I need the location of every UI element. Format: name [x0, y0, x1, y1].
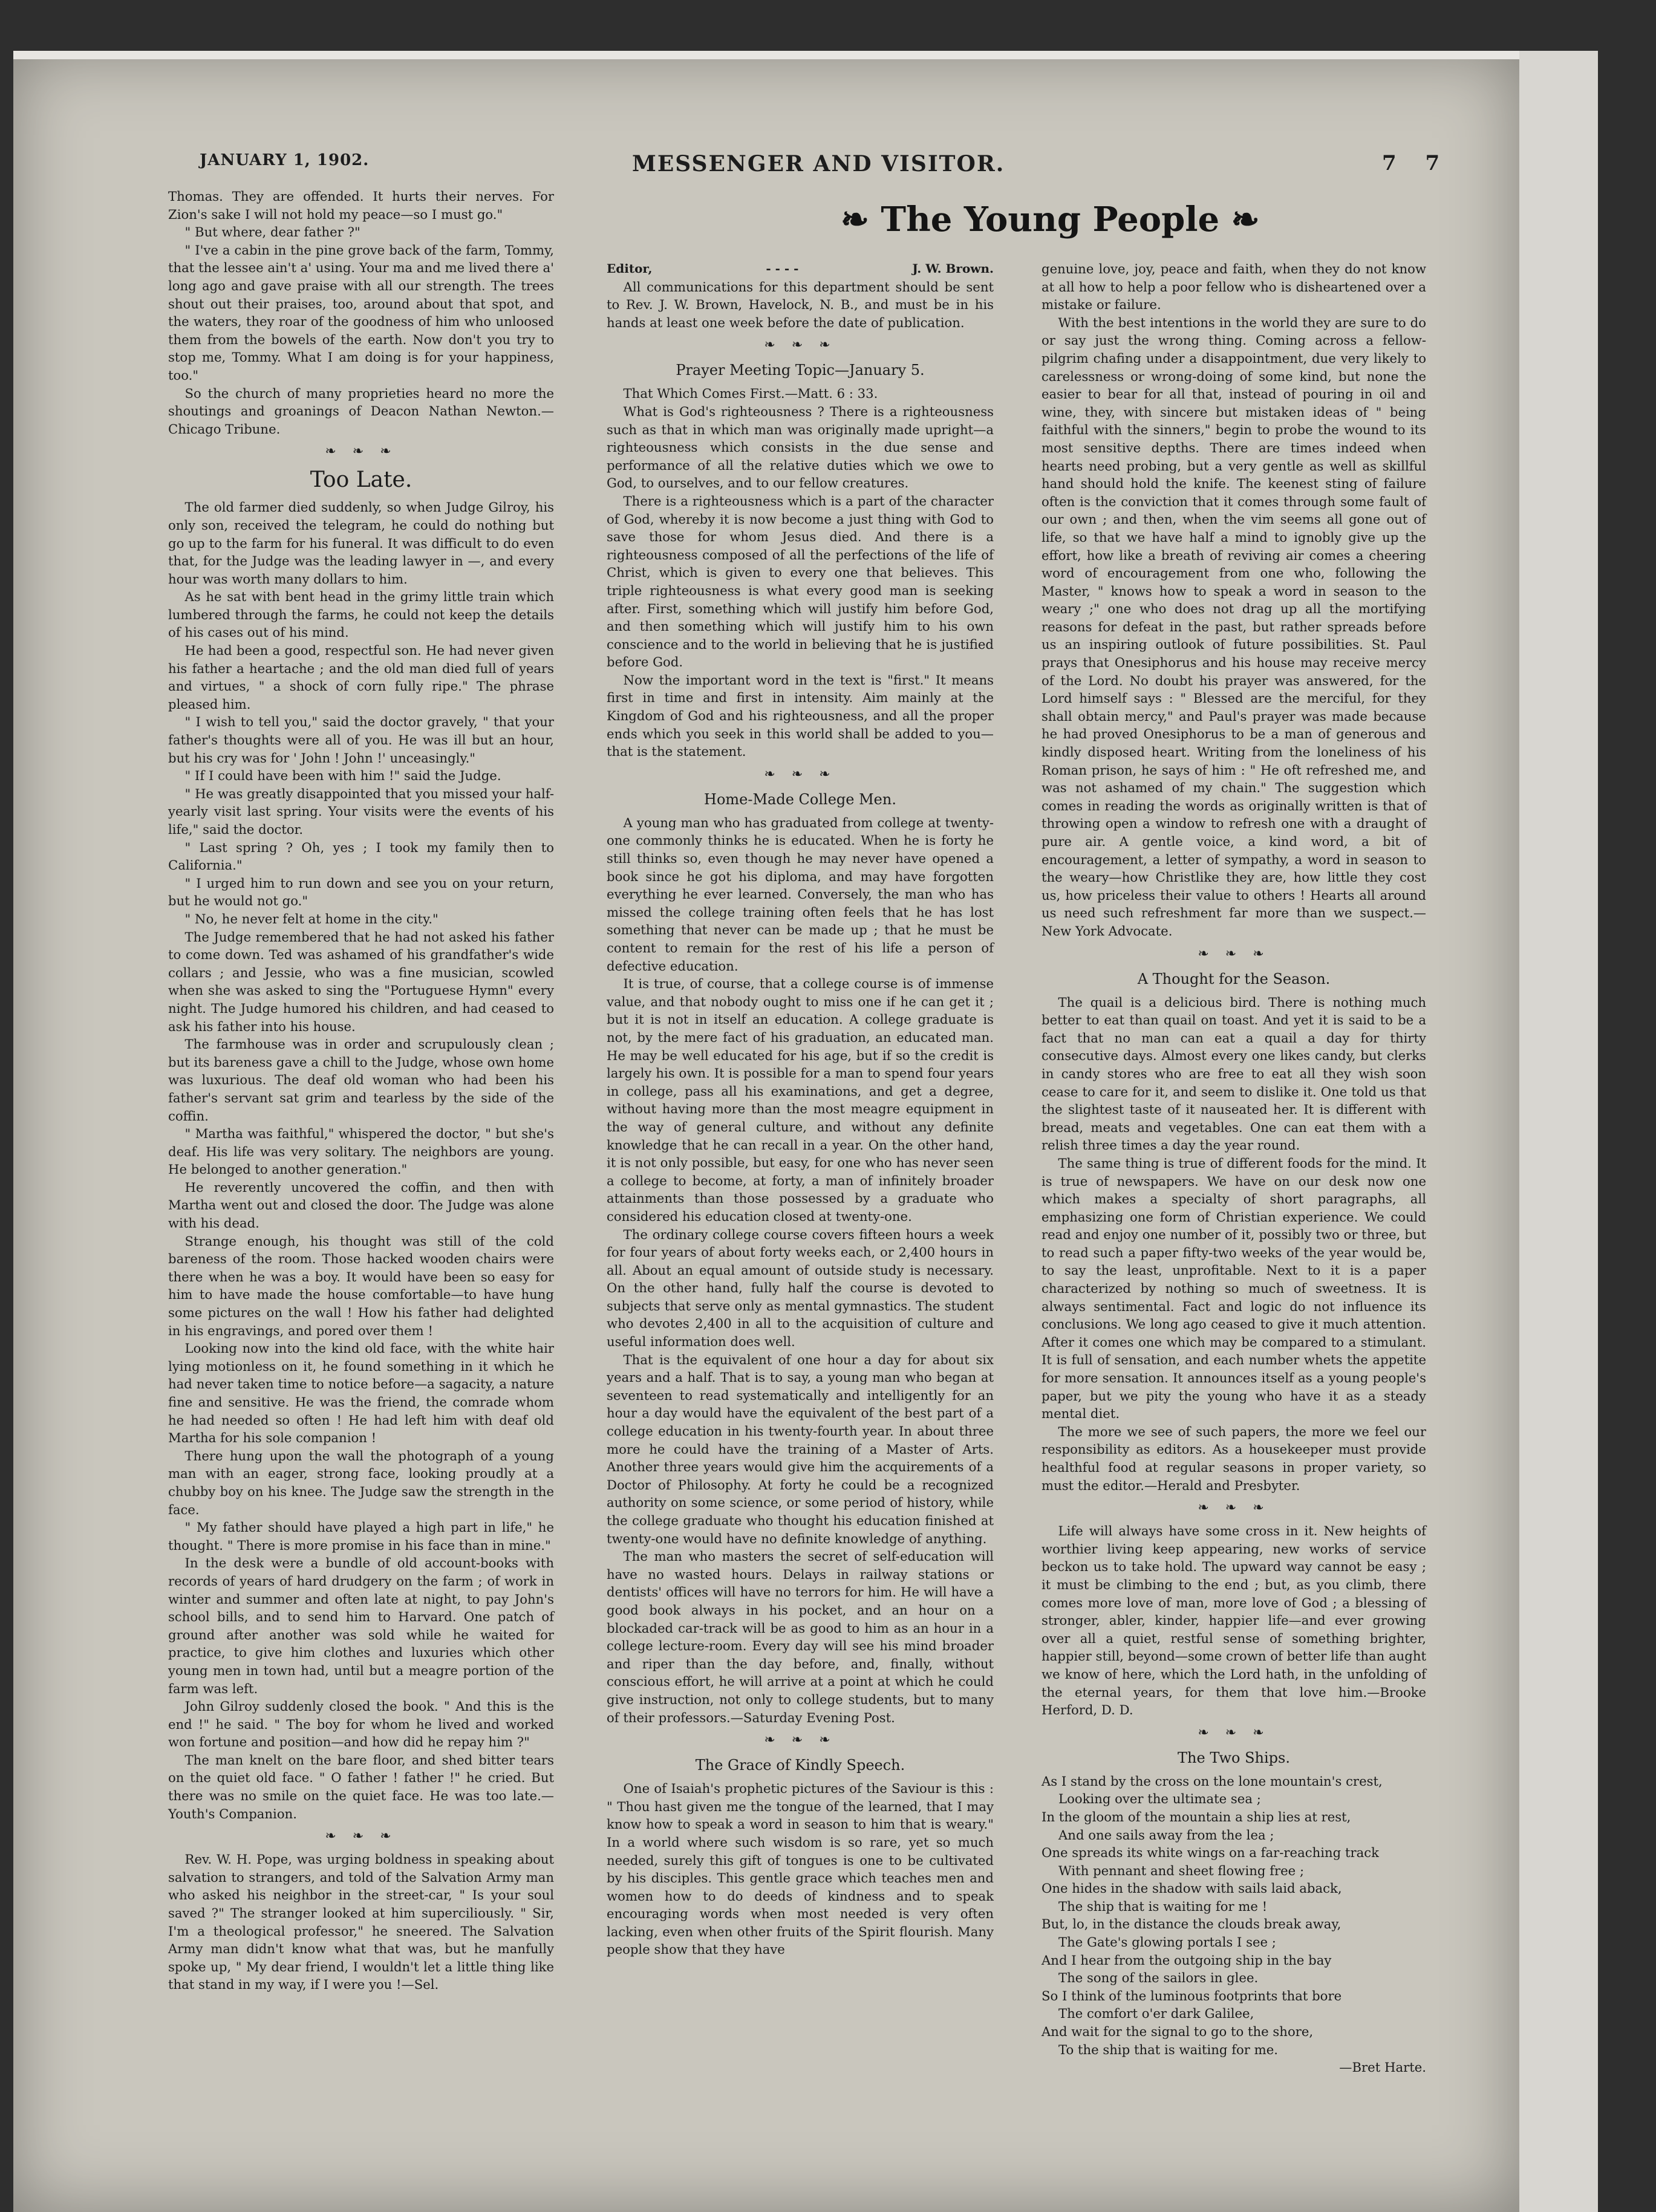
- paragraph: " I've a cabin in the pine grove back of the farm, Tommy, that the lessee ain't a' using. Your ma and me lived there a' long ago and gave praise with all our strength. The trees shout out their praises, too, around about that spot, and the waters, they roar of the goodness of him who unloosed them from the bowels of the earth. Now don't you try to stop me, Tommy. What I am doing is for your happiness, too.": [168, 242, 554, 383]
- paragraph: " If I could have been with him !" said the Judge.: [184, 768, 501, 784]
- paragraph: The Judge remembered that he had not asked his father to come down. Ted was ashamed of his grandfather's wide collars ; and Jessie, who was a fine musician, scowled when she was asked to sing the "Portuguese Hymn" every night. The Judge humored his children, and had ceased to ask his father into his house.: [168, 929, 554, 1034]
- column-right: [1042, 260, 1426, 2077]
- editor-label: Editor,: [607, 261, 653, 276]
- article-heading-too-late: Too Late.: [310, 467, 412, 493]
- paragraph: One of Isaiah's prophetic pictures of the Saviour is this : " Thou hast given me the tongue of the learned, that I may know how to speak a word in season to him that is weary." In a world where such wisdom is so rare, yet so much needed, surely this gift of tongues is one to be cultivated by his disciples. This gentle grace which teaches men and women how to do deeds of kindness and to speak encouraging words when most needed is very often lacking, even when other fruits of the Spirit flourish. Many people show that they have: [607, 1781, 994, 1957]
- paragraph: A young man who has graduated from college at twenty-one commonly thinks he is educated. When he is forty he still thinks so, even though he may never have opened a book since he got his diploma, and may have forgotten everything he ever learned. Conversely, the man who has missed the college training often feels that he has lost something that never can be made up ; that he must be content to remain for the rest of his life a person of defective education.: [607, 815, 994, 974]
- paragraph: What is God's righteousness ? There is a righteousness such as that in which man was originally made upright—a righteousness which consists in the due sense and performance of all the relative duties which we owe to God, to ourselves, and to our fellow creatures.: [607, 403, 994, 491]
- paragraph: The old farmer died suddenly, so when Judge Gilroy, his only son, received the telegram, he could do nothing but go up to the farm for his funeral. It was difficult to do even that, for the Judge was the leading lawyer in —, and every hour was worth many dollars to him.: [168, 499, 554, 587]
- ornament-divider: ❧ ❧ ❧: [325, 1829, 397, 1844]
- paragraph: He had been a good, respectful son. He had never given his father a heartache ; and the old man died full of years and virtues, " a shock of corn fully ripe." The phrase pleased him.: [168, 643, 554, 712]
- page-edge-top: [13, 51, 1598, 59]
- paragraph: Now the important word in the text is "first." It means first in time and first in intensity. Aim mainly at the Kingdom of God and his righteousness, and all the proper ends which you seek in this world shall be added to you—that is the statement.: [607, 672, 994, 760]
- ornament-divider: ❧ ❧ ❧: [764, 766, 836, 782]
- ornament-divider: ❧ ❧ ❧: [764, 337, 836, 353]
- paragraph: The farmhouse was in order and scrupulously clean ; but its bareness gave a chill to the Judge, whose own home was luxurious. The deaf old woman who had been his father's servant sat grim and tearless by the side of the coffin.: [168, 1036, 554, 1124]
- poem-line: One hides in the shadow with sails laid aback,: [1042, 1881, 1342, 1896]
- poem-line: And one sails away from the lea ;: [1058, 1827, 1274, 1843]
- paragraph: Looking now into the kind old face, with the white hair lying motionless on it, he found something in it which he had never taken time to notice before—a sagacity, a nature fine and sensitive. He was the friend, the comrade whom he had needed so often ! He had left him with deaf old Martha for his sole companion !: [168, 1341, 554, 1446]
- department-title-text: The Young People: [881, 200, 1220, 239]
- paragraph: As he sat with bent head in the grimy little train which lumbered through the farms, he could not keep the details of his cases out of his mind.: [168, 589, 554, 640]
- editor-name: J. W. Brown.: [912, 261, 994, 276]
- poem-signature: —Bret Harte.: [1339, 2060, 1426, 2075]
- paragraph: " He was greatly disappointed that you missed your half-yearly visit last spring. Your visits were the events of his life," said the doctor.: [168, 786, 554, 837]
- ornament-divider: ❧ ❧ ❧: [764, 1732, 836, 1748]
- paragraph: He reverently uncovered the coffin, and then with Martha went out and closed the door. The Judge was alone with his dead.: [168, 1179, 554, 1231]
- paragraph: The quail is a delicious bird. There is nothing much better to eat than quail on toast. And yet it is said to be a fact that no man can eat a quail a day for thirty consecutive days. Almost every one likes candy, but clerks in candy stores who are free to eat all they wish soon cease to care for it, and seem to dislike it. One told us that the slightest taste of it nauseated her. It is different with bread, meats and vegetables. One can eat them with a relish three times a day the year round.: [1042, 994, 1426, 1153]
- ornament-divider: ❧ ❧ ❧: [1198, 1500, 1270, 1516]
- paragraph: Life will always have some cross in it. New heights of worthier living keep appearing, new works of service beckon us to take hold. The upward way cannot be easy ; it must be climbing to the end ; but, as you climb, there comes more love of man, more love of God ; a blessing of stronger, abler, kinder, happier life—and ever growing over all a quiet, restful sense of something brighter, happier still, beyond—some crown of better life than aught we know of here, which the Lord hath, in the unfolding of the eternal years, for them that love him.—Brooke Herford, D. D.: [1042, 1523, 1426, 1718]
- paragraph: The same thing is true of different foods for the mind. It is true of newspapers. We have on our desk now one which makes a specialty of short paragraphs, all emphasizing one form of Christian experience. We could read and enjoy one number of it, possibly two or three, but to read such a paper fifty-two weeks of the year would be, to say the least, unprofitable. Next to it is a paper characterized by nothing so much of sweetness. It is always sentimental. Fact and logic do not influence its conclusions. We long ago ceased to give it much attention. After it comes one which may be compared to a stimulant. It is full of sensation, and each number whets the appetite for more sensation. It announces itself as a young people's paper, but we pity the young who have it as a steady mental diet.: [1042, 1155, 1426, 1422]
- editor-dashes: - - - -: [766, 261, 799, 276]
- topic-heading: Prayer Meeting Topic—January 5.: [676, 362, 925, 379]
- poem-line: Looking over the ultimate sea ;: [1058, 1791, 1261, 1807]
- paragraph: " Martha was faithful," whispered the doctor, " but she's deaf. His life was very solitary. The neighbors are young. He belonged to another generation.": [168, 1126, 554, 1177]
- column-middle: [607, 260, 994, 1959]
- paragraph: Rev. W. H. Pope, was urging boldness in speaking about salvation to strangers, and told of the Salvation Army man who asked his neighbor in the street-car, " Is your soul saved ?" The stranger looked at him superciliously. " Sir, I'm a theological professor," he sneered. The Salvation Army man didn't know what that was, but he manfully spoke up, " My dear friend, I wouldn't let a little thing like that stand in my way, if I were you !—Sel.: [168, 1852, 554, 1992]
- poem-line: One spreads its white wings on a far-reaching track: [1042, 1845, 1379, 1861]
- ornament-divider: ❧ ❧ ❧: [325, 444, 397, 460]
- column-left: [168, 187, 554, 1994]
- poem: [1042, 1772, 1426, 2059]
- fleuron-icon: ❧: [841, 200, 881, 239]
- paragraph: The more we see of such papers, the more we feel our responsibility as editors. As a housekeeper must provide healthful food at regular seasons in proper variety, so must the editor.—Herald and Presbyter.: [1042, 1423, 1426, 1493]
- page-edge-right: [1519, 51, 1598, 2212]
- topic-scripture: That Which Comes First.—Matt. 6 : 33.: [623, 386, 878, 402]
- paragraph: genuine love, joy, peace and faith, when they do not know at all how to help a poor fellow who is disheartened over a mistake or failure.: [1042, 261, 1426, 313]
- paragraph: Strange enough, his thought was still of the cold bareness of the room. Those hacked wooden chairs were there when he was a boy. It would have been so easy for him to have made the house comfortable—to have hung some pictures on the wall ! How his father had delighted in his engravings, and pored over them !: [168, 1233, 554, 1338]
- paragraph: It is true, of course, that a college course is of immense value, and that nobody ought to miss one if he can get it ; but it is not in itself an education. A college graduate is not, by the mere fact of his graduation, an educated man. He may be well educated for his age, but if so the credit is largely his own. It is possible for a man to spend four years in college, pass all his examinations, and get a degree, without having more than the most meagre equipment in the way of general culture, and without any definite knowledge that he can recall in a year. On the other hand, it is not only possible, but easy, for one who has never seen a college to become, at forty, a man of infinitely broader attainments than those possessed by a graduate who considered his education closed at twenty-one.: [607, 976, 994, 1224]
- fleuron-icon: ❧: [1219, 200, 1260, 239]
- paragraph: " I urged him to run down and see you on your return, but he would not go.": [168, 875, 554, 909]
- ornament-divider: ❧ ❧ ❧: [1198, 1725, 1270, 1740]
- paragraph: " I wish to tell you," said the doctor gravely, " that your father's thoughts were all of you. He was ill but an hour, but his cry was for ' John ! John !' unceasingly.": [168, 714, 554, 766]
- paragraph: " My father should have played a high part in life," he thought. " There is more promise in his face than in mine.": [168, 1520, 554, 1553]
- paragraph: Thomas. They are offended. It hurts their nerves. For Zion's sake I will not hold my peace—so I must go.": [168, 189, 554, 222]
- poem-line: As I stand by the cross on the lone mountain's crest,: [1042, 1773, 1383, 1789]
- poem-line: The Gate's glowing portals I see ;: [1058, 1934, 1276, 1950]
- paragraph: " Last spring ? Oh, yes ; I took my family then to California.": [168, 839, 554, 873]
- paragraph: All communications for this department should be sent to Rev. J. W. Brown, Havelock, N. B., and must be in his hands at least one week before the date of publication.: [607, 279, 994, 330]
- paragraph: The man who masters the secret of self-education will have no wasted hours. Delays in railway stations or dentists' offices will have no terrors for him. He will have a good book always in his pocket, and an hour on a blockaded car-track will be as good to him as an hour in a college lecture-room. Every day will see his mind broader and riper than the day before, and, finally, without conscious effort, he will arrive at a point at which he could give instruction, not only to college students, but to many of their professors.—Saturday Evening Post.: [607, 1549, 994, 1725]
- poem-heading-two-ships: The Two Ships.: [1178, 1749, 1290, 1766]
- poem-line: The comfort o'er dark Galilee,: [1058, 2006, 1254, 2022]
- paragraph: So the church of many proprieties heard no more the shoutings and groanings of Deacon Nathan Newton.—Chicago Tribune.: [168, 385, 554, 437]
- article-heading-thought-for-season: A Thought for the Season.: [1137, 970, 1331, 987]
- paragraph: " But where, dear father ?": [184, 224, 360, 240]
- poem-line: But, lo, in the distance the clouds break away,: [1042, 1916, 1341, 1932]
- editor-line: [607, 260, 994, 278]
- paragraph: " No, he never felt at home in the city.": [184, 911, 438, 926]
- paragraph: With the best intentions in the world they are sure to do or say just the wrong thing. Coming across a fellow-pilgrim chafing under a disappointment, due very likely to carelessness or wrong-doing of some kind, but none the easier to bear for all that, instead of pouring in oil and wine, they, with sincere but mistaken ideas of " being faithful with the sinners," begin to probe the wound to its most sensitive depths. There are times indeed when hearts need probing, but a very gentle as well as skillful hand should hold the knife. The keenest sting of failure often is the conviction that it comes through some fault of our own ; and then, when the vim seems all gone out of life, so that we have half a mind to ignobly give up the effort, how like a breath of reviving air comes a cheering word of encouragement from one who, following the Master, " knows how to speak a word in season to the weary ;" one who does not drag up all the mortifying reasons for defeat in the past, but rather spreads before us an inspiring outlook of future possibilities. St. Paul prays that Onesiphorus and his house may receive mercy of the Lord. No doubt his prayer was answered, for the Lord himself says : " Blessed are the merciful, for they shall obtain mercy," and Paul's prayer was made because he had proved Onesiphorus to be a man of generous and kindly disposed heart. Writing from the loneliness of his Roman prison, he says of him : " He oft refreshed me, and was not ashamed of my chain." The suggestion which comes in reading the words as originally written is that of throwing open a window to refresh one with a draught of pure air. A gentle voice, a kind word, a bit of encouragement, a letter of sympathy, a word in season to the weary—how Christlike they are, how little they cost us, how priceless their value to others ! Hearts all around us need such refreshment far more than we suspect.—New York Advocate.: [1042, 314, 1426, 938]
- header-page-number: 7 7: [1382, 151, 1451, 175]
- poem-line: With pennant and sheet flowing free ;: [1058, 1862, 1305, 1878]
- paragraph: The man knelt on the bare floor, and shed bitter tears on the quiet old face. " O father ! father !" he cried. But there was no smile on the quiet face. He was too late.—Youth's Companion.: [168, 1752, 554, 1821]
- poem-line: And I hear from the outgoing ship in the bay: [1042, 1952, 1332, 1968]
- paragraph: John Gilroy suddenly closed the book. " And this is the end !" he said. " The boy for whom he lived and worked won fortune and position—and how did he repay him ?": [168, 1699, 554, 1750]
- header-date: JANUARY 1, 1902.: [200, 151, 370, 169]
- article-heading-grace-of-kindly-speech: The Grace of Kindly Speech.: [695, 1757, 905, 1774]
- paragraph: There hung upon the wall the photograph of a young man with an eager, strong face, looking proudly at a chubby boy on his knee. The Judge saw the strength in the face.: [168, 1448, 554, 1517]
- poem-line: To the ship that is waiting for me.: [1058, 2041, 1279, 2057]
- poem-line: In the gloom of the mountain a ship lies at rest,: [1042, 1809, 1351, 1824]
- paragraph: In the desk were a bundle of old account-books with records of years of hard drudgery on the farm ; of work in winter and summer and often late at night, to pay John's school bills, and to send him to Harvard. One patch of ground after another was sold while he waited for practice, to give him clothes and luxuries which other young men in town had, until but a meagre portion of the farm was left.: [168, 1555, 554, 1696]
- poem-line: The ship that is waiting for me !: [1058, 1898, 1268, 1914]
- header-title: MESSENGER AND VISITOR.: [632, 151, 1005, 177]
- article-heading-home-made-college-men: Home-Made College Men.: [704, 790, 896, 808]
- department-title: [841, 200, 1260, 239]
- ornament-divider: ❧ ❧ ❧: [1198, 946, 1270, 961]
- poem-line: The song of the sailors in glee.: [1058, 1970, 1259, 1986]
- paragraph: That is the equivalent of one hour a day for about six years and a half. That is to say, a young man who began at seventeen to read systematically and intelligently for an hour a day would have the equivalent of the best part of a college education in his twenty-fourth year. In about three more he could have the training of a Master of Arts. Another three years would give him the acquirements of a Doctor of Philosophy. At forty he could be a recognized authority on some science, or some period of history, while the college graduate who thought his education finished at twenty-one would have no definite knowledge of anything.: [607, 1352, 994, 1546]
- paragraph: The ordinary college course covers fifteen hours a week for four years of about forty weeks each, or 2,400 hours in all. About an equal amount of outside study is necessary. On the other hand, fully half the course is devoted to subjects that serve only as mental gymnastics. The student who devotes 2,400 in all to the acquisition of culture and useful information does well.: [607, 1226, 994, 1350]
- poem-line: So I think of the luminous footprints that bore: [1042, 1988, 1342, 2003]
- paragraph: There is a righteousness which is a part of the character of God, whereby it is now become a just thing with God to save those for whom Jesus died. And there is a righteousness composed of all the perfections of the life of Christ, which is given to every one that believes. This triple righteousness is what every good man is seeking after. First, something which will justify him before God, and then something which will justify him to his own conscience and to the world in believing that he is justified before God.: [607, 493, 994, 670]
- poem-line: And wait for the signal to go to the shore,: [1042, 2024, 1314, 2040]
